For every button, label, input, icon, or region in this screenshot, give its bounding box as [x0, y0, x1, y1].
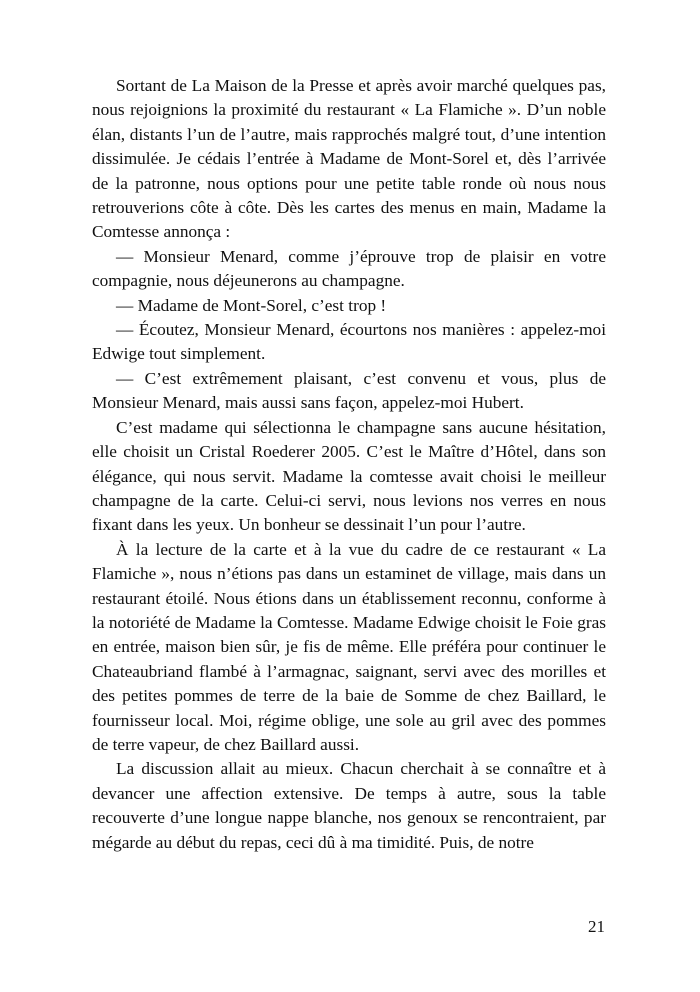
paragraph-champagne-choice: C’est madame qui sélectionna le champagne sans aucune hésitation, elle choisit un Cristal Roederer 2005. C’est le Maître d’Hôtel, dans son élégance, qui nous servit. Madame la comtesse avait choisi le meilleur champagne de la carte. Celui-ci servi, nous levions nos verres en nous fixant dans les yeux. Un bonheur se dessinait l’un pour l’autre.: [92, 417, 606, 535]
paragraph-discussion: La discussion allait au mieux. Chacun cherchait à se connaître et à devancer une affection extensive. De temps à autre, sous la table recouverte d’une longue nappe blanche, nos genoux se rencontraient, par mégarde au début du repas, ceci dû à ma timidité. Puis, de notre: [92, 759, 606, 852]
dialogue-call-me-hubert: — C’est extrêmement plaisant, c’est convenu et vous, plus de Monsieur Menard, mais aussi sans façon, appelez-moi Hubert.: [92, 368, 606, 413]
page-text-body: [92, 74, 606, 855]
paragraph-menu-order: À la lecture de la carte et à la vue du cadre de ce restaurant « La Flamiche », nous n’étions pas dans un estaminet de village, mais dans un restaurant étoilé. Nous étions dans un établissement reconnu, conforme à la notoriété de Madame la Comtesse. Madame Edwige choisit le Foie gras en entrée, maison bien sûr, je fis de même. Elle préféra pour continuer le Chateaubriand flambé à l’armagnac, saignant, servi avec des morilles et des petites pommes de terre de la baie de Somme de chez Baillard, le fournisseur local. Moi, régime oblige, une sole au gril avec des pommes de terre vapeur, de chez Baillard aussi.: [92, 539, 606, 754]
page-number: 21: [588, 917, 605, 936]
paragraph-arrival: Sortant de La Maison de la Presse et après avoir marché quelques pas, nous rejoignions la proximité du restaurant « La Flamiche ». D’un noble élan, distants l’un de l’autre, mais rapprochés malgré tout, d’une intention dissimulée. Je cédais l’entrée à Madame de Mont-Sorel et, dès l’arrivée de la patronne, nous options pour une petite table ronde où nous nous retrouverions côte à côte. Dès les cartes des menus en main, Madame la Comtesse annonça :: [92, 76, 606, 242]
dialogue-too-much: — Madame de Mont-Sorel, c’est trop !: [116, 295, 387, 315]
dialogue-champagne-offer: — Monsieur Menard, comme j’éprouve trop de plaisir en votre compagnie, nous déjeunerons au champagne.: [92, 246, 606, 291]
dialogue-call-me-edwige: — Écoutez, Monsieur Menard, écourtons nos manières : appelez-moi Edwige tout simplement.: [92, 320, 606, 364]
